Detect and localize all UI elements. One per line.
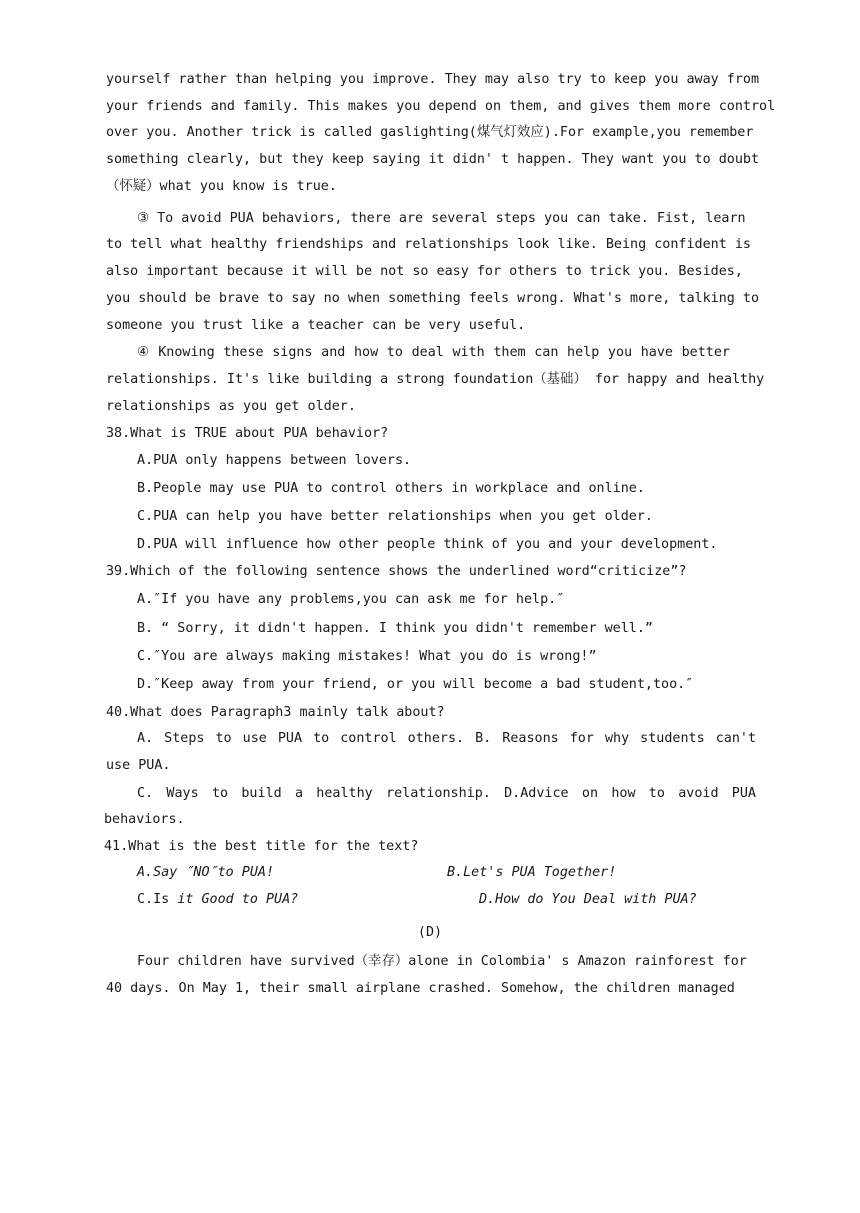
question-40-option-d-cont: behaviors.	[104, 812, 185, 827]
passage-line: （怀疑）what you know is true.	[106, 179, 337, 194]
passage-line: relationships. It's like building a strong foundation（基础） for happy and healthy	[106, 372, 765, 387]
passage-line: your friends and family. This makes you depend on them, and gives them more control	[106, 99, 776, 114]
passage-line: also important because it will be not so easy for others to trick you. Besides,	[106, 264, 743, 279]
question-39-stem: 39.Which of the following sentence shows the underlined word“criticize”?	[106, 564, 687, 579]
question-40-stem: 40.What does Paragraph3 mainly talk about?	[106, 705, 445, 720]
question-39-option-d: D.″Keep away from your friend, or you will become a bad student,too.″	[137, 677, 694, 692]
passage-line: 40 days. On May 1, their small airplane crashed. Somehow, the children managed	[106, 981, 735, 996]
option-c-prefix: C.Is	[137, 892, 178, 907]
question-40-option-b-cont: use PUA.	[106, 758, 171, 773]
question-41-option-b: B.Let's PUA Together!	[447, 865, 617, 880]
question-38-option-d: D.PUA will influence how other people think of you and your development.	[137, 537, 718, 552]
question-41-option-a: A.Say ″NO″to PUA!	[137, 865, 275, 880]
question-40-options-cd: C. Ways to build a healthy relationship. D.Advice on how to avoid PUA	[137, 786, 756, 801]
section-d-heading: (D)	[417, 925, 443, 940]
passage-line: ④ Knowing these signs and how to deal with them can help you have better	[137, 345, 730, 360]
question-38-option-a: A.PUA only happens between lovers.	[137, 453, 412, 468]
passage-line: yourself rather than helping you improve. They may also try to keep you away from	[106, 72, 760, 87]
passage-line: something clearly, but they keep saying it didn' t happen. They want you to doubt	[106, 152, 760, 167]
passage-line: Four children have survived（幸存）alone in Colombia' s Amazon rainforest for	[137, 954, 747, 969]
question-38-stem: 38.What is TRUE about PUA behavior?	[106, 426, 389, 441]
passage-line: to tell what healthy friendships and relationships look like. Being confident is	[106, 237, 751, 252]
question-39-option-a: A.″If you have any problems,you can ask me for help.″	[137, 592, 565, 607]
passage-line: you should be brave to say no when something feels wrong. What's more, talking to	[106, 291, 760, 306]
question-41-option-d: D.How do You Deal with PUA?	[479, 892, 697, 907]
question-41-stem: 41.What is the best title for the text?	[104, 839, 419, 854]
question-38-option-b: B.People may use PUA to control others in workplace and online.	[137, 481, 645, 496]
question-39-option-b: B. “ Sorry, it didn't happen. I think you didn't remember well.”	[137, 621, 653, 636]
passage-line: ③ To avoid PUA behaviors, there are several steps you can take. Fist, learn	[137, 211, 746, 226]
passage-line: over you. Another trick is called gaslighting(煤气灯效应).For example,you remember	[106, 125, 754, 140]
question-40-options-ab: A. Steps to use PUA to control others. B. Reasons for why students can't	[137, 731, 756, 746]
passage-line: someone you trust like a teacher can be very useful.	[106, 318, 526, 333]
option-c-italic: it Good to PUA?	[177, 892, 299, 907]
question-39-option-c: C.″You are always making mistakes! What you do is wrong!”	[137, 649, 597, 664]
passage-line: relationships as you get older.	[106, 399, 356, 414]
question-38-option-c: C.PUA can help you have better relationships when you get older.	[137, 509, 653, 524]
